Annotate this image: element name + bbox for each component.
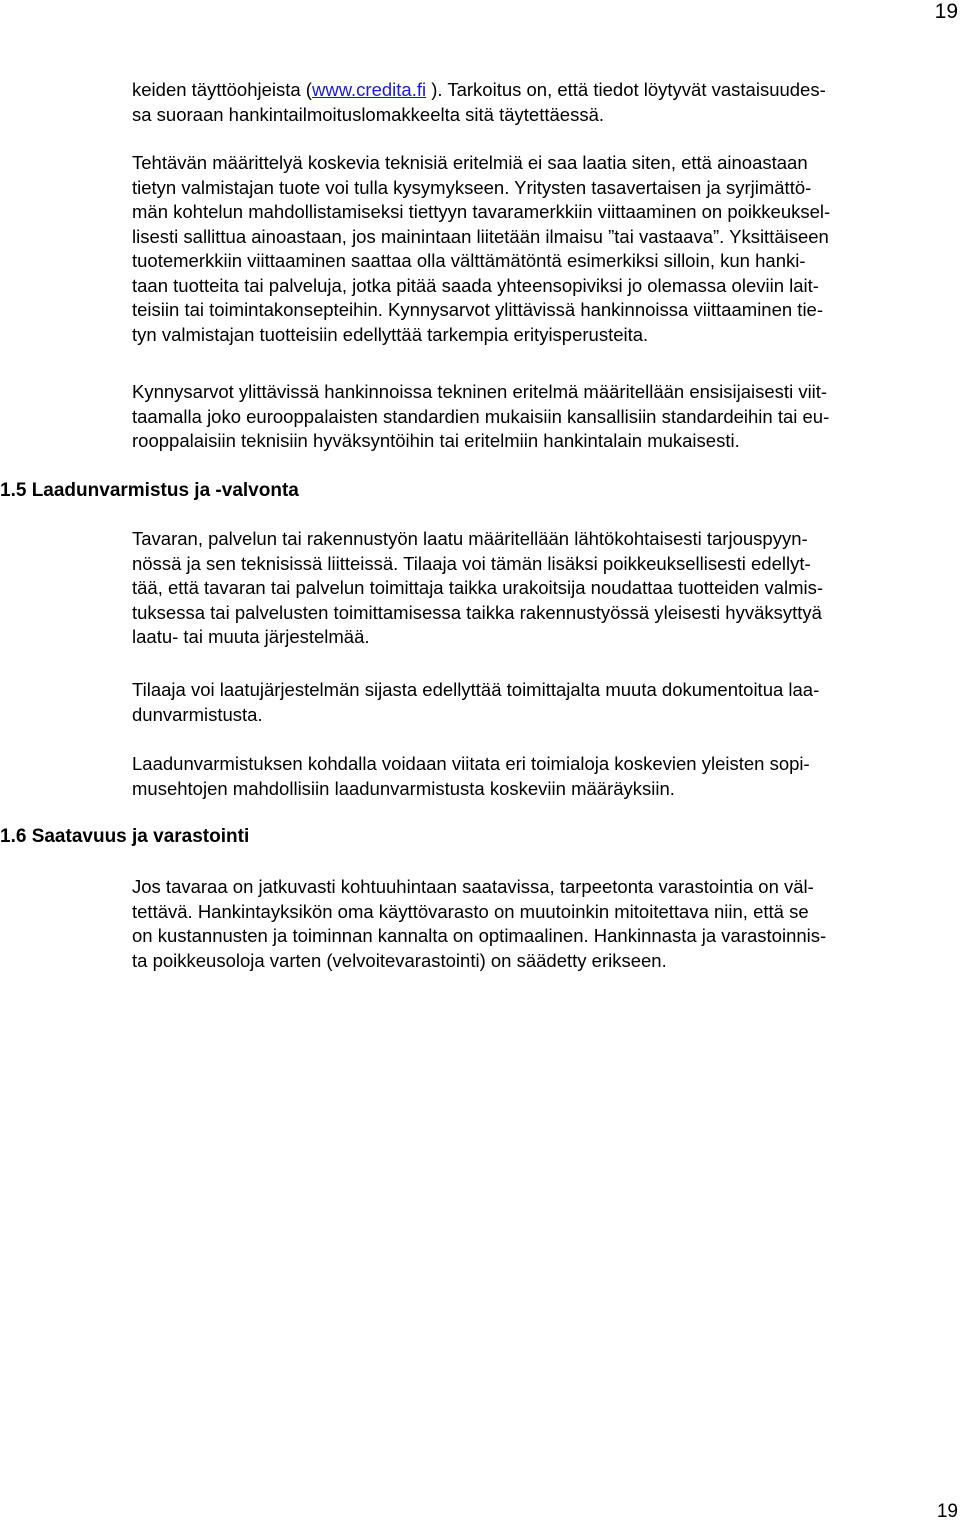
paragraph-line — [132, 78, 960, 103]
text-segment: ). Tarkoitus on, että tiedot löytyvät vastaisuudes- — [426, 79, 826, 100]
paragraph-line: män kohtelun mahdollistamiseksi tiettyyn tavaramerkkiin viittaaminen on poikkeuksel- — [132, 201, 831, 222]
paragraph-line: teisiin tai toimintakonsepteihin. Kynnysarvot ylittävissä hankinnoissa viittaaminen tie- — [132, 299, 824, 320]
paragraph-line: ta poikkeusoloja varten (velvoitevarastointi) on säädetty erikseen. — [132, 949, 667, 971]
section-heading-1-6: 1.6 Saatavuus ja varastointi — [0, 826, 250, 847]
paragraph-line: taamalla joko eurooppalaisten standardien mukaisiin kansallisiin standardeihin tai eu- — [132, 405, 830, 427]
paragraph-line: tää, että tavaran tai palvelun toimittaja taikka urakoitsija noudattaa tuotteiden valmis- — [132, 577, 824, 598]
page-number-top: 19 — [934, 0, 958, 23]
paragraph-quality-terms — [132, 752, 960, 801]
paragraph-line: lisesti sallittua ainoastaan, jos mainintaan liitetään ilmaisu ”tai vastaava”. Yksittäiseen — [132, 225, 829, 247]
paragraph-threshold-specs — [132, 380, 960, 454]
paragraph-line: taan tuotteita tai palveluja, jotka pitää saada yhteensopiviksi jo olemassa oleviin lait- — [132, 274, 819, 296]
paragraph-line: on kustannusten ja toiminnan kannalta on optimaalinen. Hankinnasta ja varastoinnis- — [132, 925, 827, 946]
paragraph-line: tyn valmistajan tuotteisiin edellyttää tarkempia erityisperusteita. — [132, 323, 649, 345]
paragraph-line: Tehtävän määrittelyä koskevia teknisiä eritelmiä ei saa laatia siten, että ainoastaan — [132, 152, 808, 173]
paragraph-line: sa suoraan hankintailmoituslomakkeelta sitä täytettäessä. — [132, 103, 605, 125]
paragraph-line: laatu- tai muuta järjestelmää. — [132, 626, 370, 647]
paragraph-technical-specs — [132, 151, 960, 347]
text-segment: keiden täyttöohjeista ( — [132, 79, 312, 100]
paragraph-line: Kynnysarvot ylittävissä hankinnoissa tekninen eritelmä määritellään ensisijaisesti viit- — [132, 381, 828, 402]
paragraph-line: Tilaaja voi laatujärjestelmän sijasta edellyttää toimittajalta muuta dokumentoitua laa- — [132, 679, 820, 700]
paragraph-line: tietyn valmistajan tuote voi tulla kysymykseen. Yritysten tasavertaisen ja syrjimättö- — [132, 176, 812, 198]
page-number-bottom: 19 — [936, 1501, 958, 1522]
paragraph-line: rooppalaisiin teknisiin hyväksyntöihin tai eritelmiin hankintalain mukaisesti. — [132, 430, 740, 451]
paragraph-quality-documentation — [132, 678, 960, 727]
paragraph-credita — [132, 78, 960, 127]
paragraph-line: tettävä. Hankintayksikön oma käyttövarasto on muutoinkin mitoitettava niin, että se — [132, 900, 809, 922]
paragraph-line: tuotemerkkiin viittaaminen saattaa olla välttämätöntä esimerkiksi silloin, kun hanki- — [132, 250, 806, 271]
paragraph-line: musehtojen mahdollisiin laadunvarmistusta koskeviin määräyksiin. — [132, 777, 675, 799]
paragraph-line: Laadunvarmistuksen kohdalla voidaan viitata eri toimialoja koskevien yleisten sopi- — [132, 753, 810, 774]
credita-link[interactable]: www.credita.fi — [311, 79, 427, 100]
section-heading-1-5: 1.5 Laadunvarmistus ja -valvonta — [0, 480, 299, 501]
paragraph-line: nössä ja sen teknisissä liitteissä. Tilaaja voi tämän lisäksi poikkeuksellisesti edellyt- — [132, 552, 811, 574]
paragraph-line: dunvarmistusta. — [132, 703, 263, 725]
paragraph-availability-storage — [132, 875, 960, 973]
paragraph-line: Jos tavaraa on jatkuvasti kohtuuhintaan saatavissa, tarpeetonta varastointia on väl- — [132, 876, 814, 897]
paragraph-line: Tavaran, palvelun tai rakennustyön laatu määritellään lähtökohtaisesti tarjouspyyn- — [132, 528, 808, 549]
paragraph-line: tuksessa tai palvelusten toimittamisessa taikka rakennustyössä yleisesti hyväksyttyä — [132, 601, 822, 623]
paragraph-quality-definition — [132, 527, 960, 650]
